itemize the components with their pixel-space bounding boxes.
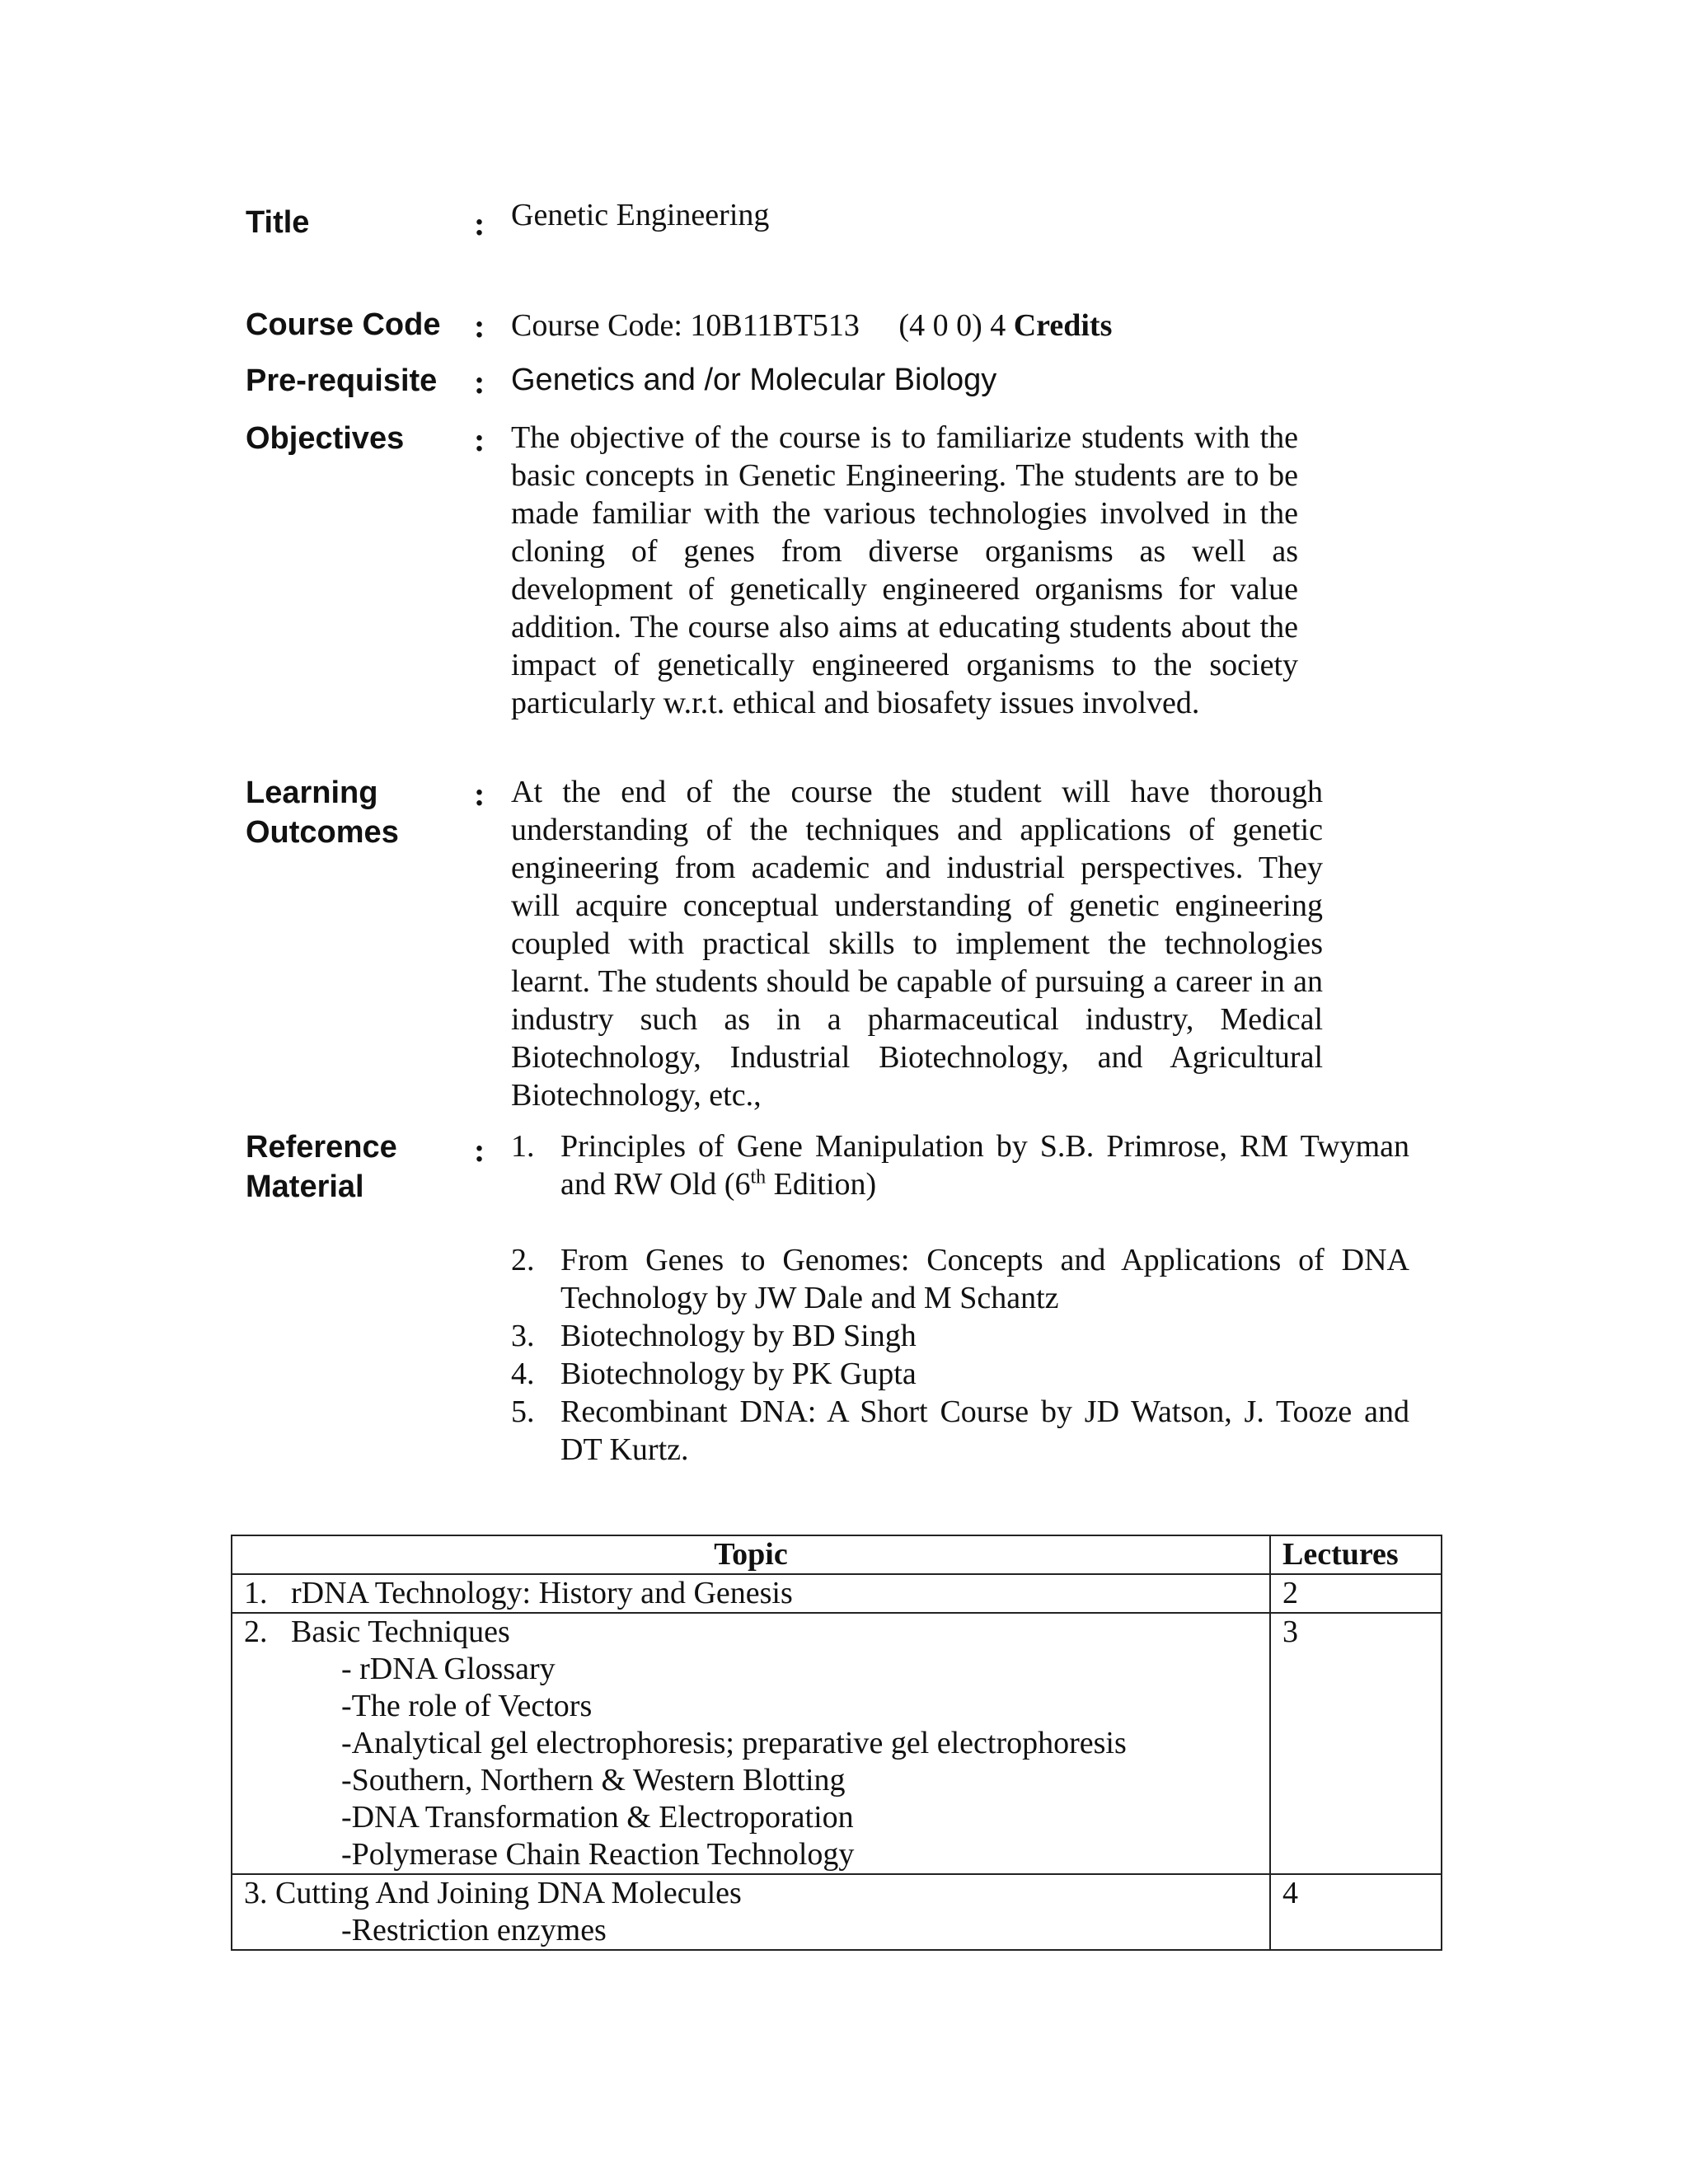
subtopic: - rDNA Glossary xyxy=(341,1652,556,1686)
title-value: Genetic Engineering xyxy=(511,198,770,232)
reference-number: 5. xyxy=(511,1394,535,1429)
prerequisite-label: Pre-requisite xyxy=(246,363,438,398)
course-code-label: Course Code xyxy=(246,307,441,342)
learning-outcomes-colon: : xyxy=(474,776,485,813)
lectures-cell: 3 xyxy=(1270,1613,1442,1874)
table-row xyxy=(232,1874,1442,1950)
objectives-text: The objective of the course is to familiarize students with the basic concepts in Genetic Engineering. The students are to be made familiar with the various technologies involved in the cloning of genes from diverse organisms as well as development of genetically engineered organisms for value addition. The course also aims at educating students about the impact of genetically engineered organisms to the society particularly w.r.t. ethical and biosafety issues involved. xyxy=(511,420,1298,720)
topic-title: 2. Basic Techniques xyxy=(244,1615,510,1649)
reference-number: 2. xyxy=(511,1243,535,1277)
subtopic: -Analytical gel electrophoresis; preparative gel electrophoresis xyxy=(341,1726,1127,1760)
topics-table xyxy=(231,1535,1442,1951)
course-code-value xyxy=(511,307,1112,344)
topic-title: 1. rDNA Technology: History and Genesis xyxy=(244,1576,793,1610)
reference-number: 3. xyxy=(511,1319,535,1353)
title-colon: : xyxy=(474,205,485,242)
title-label: Title xyxy=(246,205,310,240)
prerequisite-value: Genetics and /or Molecular Biology xyxy=(511,363,997,397)
subtopic: -Restriction enzymes xyxy=(341,1913,607,1947)
objectives-label: Objectives xyxy=(246,421,405,456)
topic-cell xyxy=(232,1874,1270,1950)
subtopic: -DNA Transformation & Electroporation xyxy=(341,1800,854,1835)
prerequisite-colon: : xyxy=(474,363,485,401)
reference-text: Principles of Gene Manipulation by S.B. Primrose, RM Twyman and RW Old (6th Edition) xyxy=(560,1129,1409,1202)
learning-outcomes-label-line2: Outcomes xyxy=(246,815,399,850)
reference-text: Recombinant DNA: A Short Course by JD Watson, J. Tooze and DT Kurtz. xyxy=(560,1394,1409,1467)
table-row xyxy=(232,1574,1442,1613)
reference-text: Biotechnology by PK Gupta xyxy=(560,1357,917,1391)
credits-label: Credits xyxy=(1013,308,1113,343)
reference-material-label-line2: Material xyxy=(246,1169,364,1204)
reference-material-label-line1: Reference xyxy=(246,1130,397,1165)
learning-outcomes-text: At the end of the course the student will have thorough understanding of the techniques and applications of genetic engineering from academic and industrial perspectives. They will acquire conceptual understanding of genetic engineering coupled with practical skills to implement the technologies learnt. The students should be capable of pursuing a career in an industry such as in a pharmaceutical industry, Medical Biotechnology, Industrial Biotechnology, and Agricultural Biotechnology, etc., xyxy=(511,775,1323,1113)
reference-list xyxy=(511,1127,1409,1469)
learning-outcomes-label-line1: Learning xyxy=(246,776,378,810)
objectives-colon: : xyxy=(474,421,485,458)
reference-text: Biotechnology by BD Singh xyxy=(560,1319,917,1353)
reference-material-label xyxy=(246,1127,397,1207)
subtopic: -The role of Vectors xyxy=(341,1689,593,1723)
reference-item xyxy=(511,1355,1409,1393)
table-header-row xyxy=(232,1535,1442,1574)
superscript-th: th xyxy=(750,1166,767,1188)
lectures-cell: 2 xyxy=(1270,1574,1442,1613)
reference-item xyxy=(511,1317,1409,1355)
subtopic: -Polymerase Chain Reaction Technology xyxy=(341,1837,855,1872)
table-row xyxy=(232,1613,1442,1874)
topic-cell xyxy=(232,1574,1270,1613)
lectures-header: Lectures xyxy=(1270,1535,1442,1574)
topic-header: Topic xyxy=(232,1535,1270,1574)
subtopic: -Southern, Northern & Western Blotting xyxy=(341,1763,846,1797)
reference-number: 4. xyxy=(511,1357,535,1391)
reference-number: 1. xyxy=(511,1129,535,1164)
reference-material-colon: : xyxy=(474,1132,485,1169)
lectures-cell: 4 xyxy=(1270,1874,1442,1950)
reference-item xyxy=(511,1393,1409,1469)
topic-cell xyxy=(232,1613,1270,1874)
reference-text: From Genes to Genomes: Concepts and Applications of DNA Technology by JW Dale and M Schantz xyxy=(560,1243,1409,1315)
course-code-text: Course Code: 10B11BT513 (4 0 0) 4 xyxy=(511,308,1006,343)
topic-title: 3. Cutting And Joining DNA Molecules xyxy=(244,1876,742,1910)
reference-item xyxy=(511,1241,1409,1317)
learning-outcomes-label xyxy=(246,773,399,852)
reference-item xyxy=(511,1127,1409,1203)
course-code-colon: : xyxy=(474,307,485,344)
